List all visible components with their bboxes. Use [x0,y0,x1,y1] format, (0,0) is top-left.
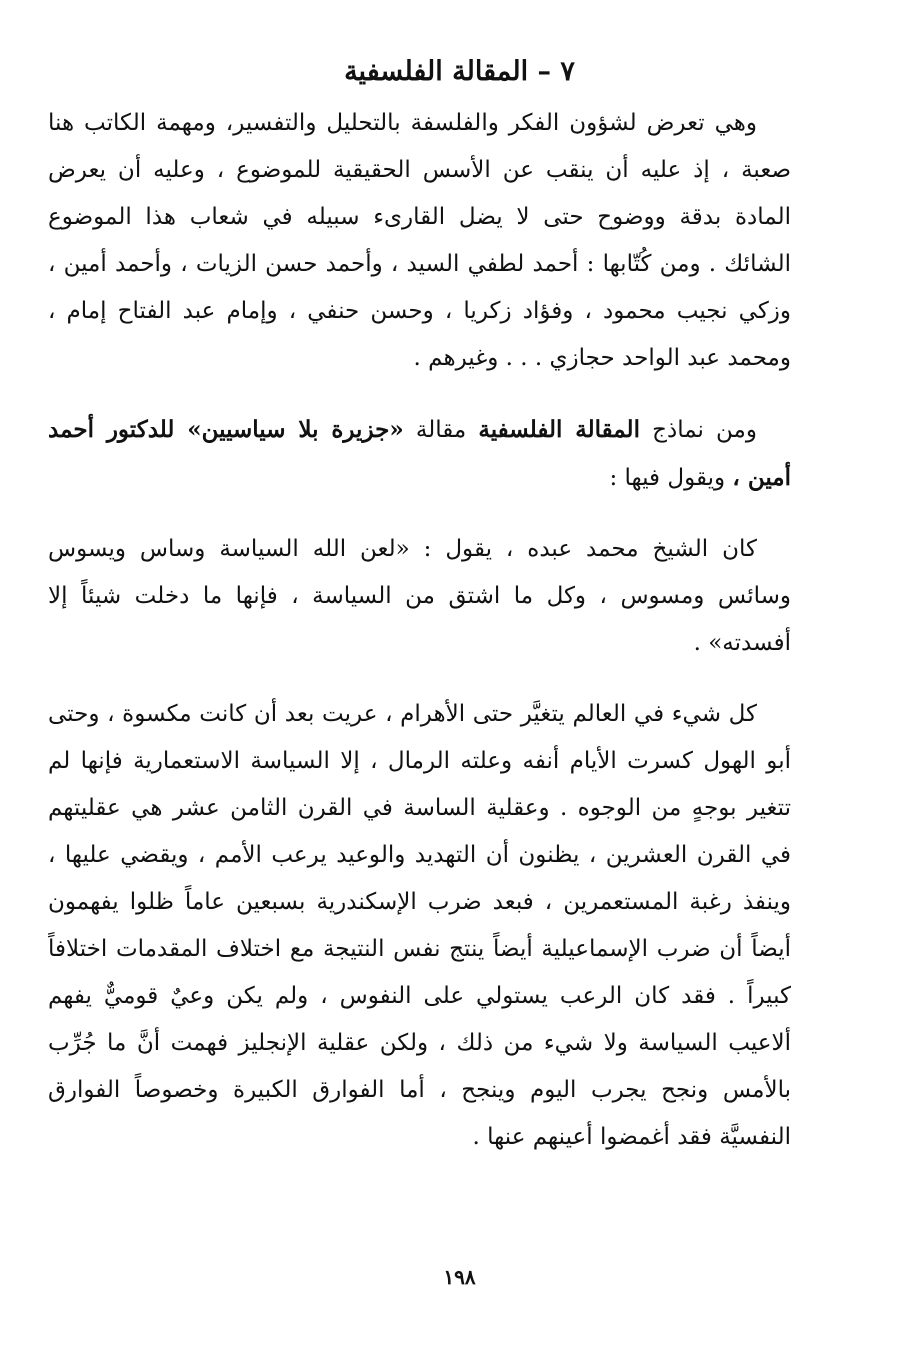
paragraph-quote: كان الشيخ محمد عبده ، يقول : «لعن الله السياسة وساس ويسوس وسائس ومسوس ، وكل ما اشتق من السياسة ، فإنها ما دخلت شيئاً إلا أفسدته» . [48,536,791,656]
body-text [48,100,791,1161]
example-text-middle: مقالة [403,417,479,443]
section-heading: ٧ – المقالة الفلسفية [344,56,575,87]
paragraph-example-intro [48,406,791,502]
paragraph-essay-body: كل شيء في العالم يتغيَّر حتى الأهرام ، عريت بعد أن كانت مكسوة ، وحتى أبو الهول كسرت الأيام أنفه وعلته الرمال ، إلا السياسة الاستعمارية فإنها لم تتغير بوجهٍ من الوجوه . وعقلية الساسة في القرن الثامن عشر هي عقليتهم في القرن العشرين ، يظنون أن التهديد والوعيد يرعب الأمم ، ويقضي عليها ، وينفذ رغبة المستعمرين ، فبعد ضرب الإسكندرية بسبعين عاماً ظلوا يفهمون أيضاً أن ضرب الإسماعيلية أيضاً ينتج نفس النتيجة مع اختلاف المقدمات اختلافاً كبيراً . فقد كان الرعب يستولي على النفوس ، ولم يكن وعيٌ قوميٌّ يفهم ألاعيب السياسة ولا شيء من ذلك ، ولكن عقلية الإنجليز فهمت أنَّ ما جُرِّب بالأمس ونجح يجرب اليوم وينجح ، أما الفوارق الكبيرة وخصوصاً الفوارق النفسيَّة فقد أغمضوا أعينهم عنها . [48,701,791,1150]
example-text-after: ويقول فيها : [609,465,733,491]
example-text-before: ومن نماذج [639,417,757,443]
paragraph-intro: وهي تعرض لشؤون الفكر والفلسفة بالتحليل والتفسير، ومهمة الكاتب هنا صعبة ، إذ عليه أن ينقب عن الأسس الحقيقية للموضوع ، وعليه أن يعرض المادة بدقة ووضوح حتى لا يضل القارىء سبيله في شعاب هذا الموضوع الشائك . ومن كُتّابها : أحمد لطفي السيد ، وأحمد حسن الزيات ، وأحمد أمين ، وزكي نجيب محمود ، وفؤاد زكريا ، وحسن حنفي ، وإمام عبد الفتاح إمام ، ومحمد عبد الواحد حجازي . . . وغيرهم . [48,110,791,371]
example-bold-genre: المقالة الفلسفية [478,416,640,443]
example-bold-title: «جزيرة بلا سياسيين» للدكتور أحمد أمين ، [48,416,791,491]
page-number: ١٩٨ [443,1265,476,1289]
